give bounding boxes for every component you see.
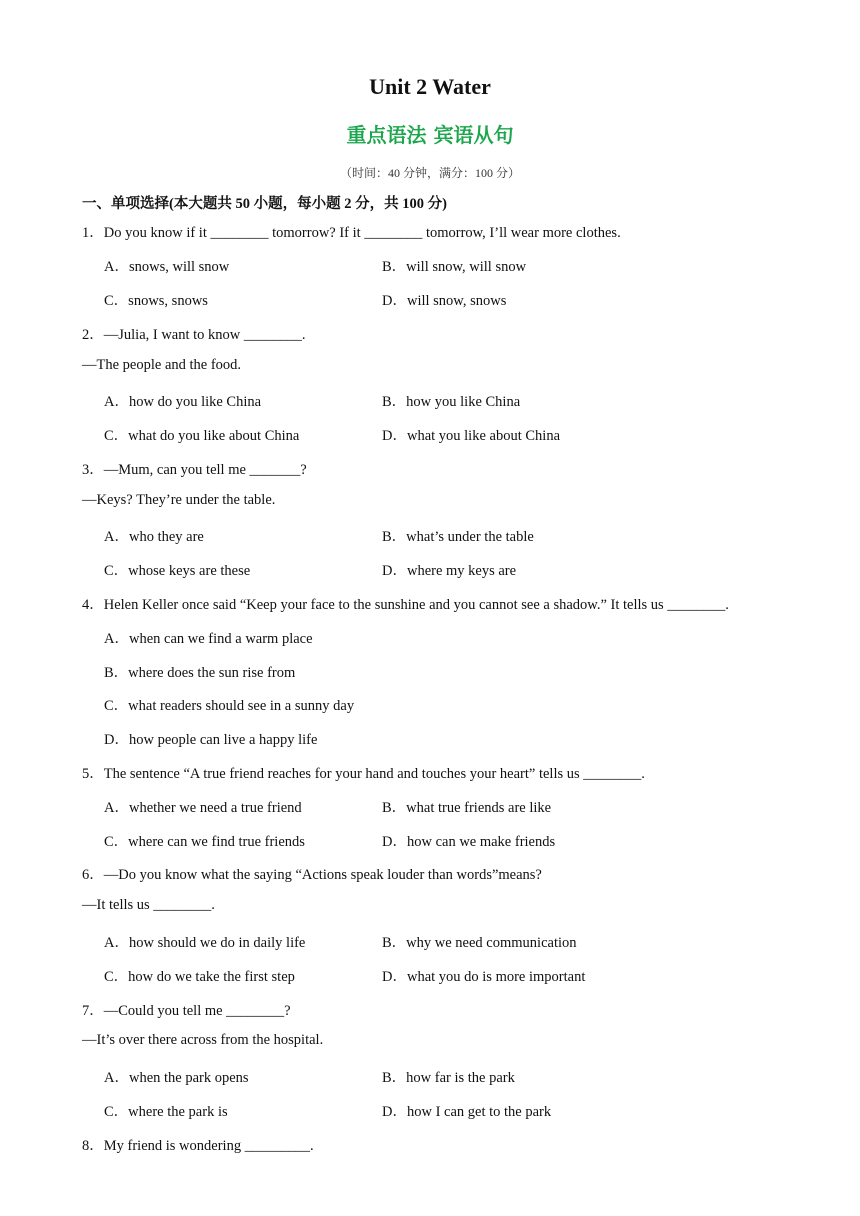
option-b: B．how far is the park [382, 1070, 515, 1086]
question-stem: 3．—Mum, can you tell me _______? [82, 462, 307, 478]
page-title: Unit 2 Water [369, 74, 491, 99]
question-reply: —It’s over there across from the hospital. [82, 1032, 324, 1048]
option-d: D．what you like about China [382, 428, 561, 444]
option-b: B．how you like China [382, 394, 521, 410]
question-stem: 5．The sentence “A true friend reaches for your hand and touches your heart” tells us ________. [82, 766, 645, 782]
option-d: D．how can we make friends [382, 834, 556, 850]
option-b: B．why we need communication [382, 935, 577, 951]
option-a: A．snows, will snow [104, 259, 230, 275]
question-reply: —Keys? They’re under the table. [82, 492, 276, 508]
option-a: A．how do you like China [104, 394, 262, 410]
question-stem: 7．—Could you tell me ________? [82, 1003, 291, 1019]
question-stem: 6．—Do you know what the saying “Actions speak louder than words”means? [82, 867, 542, 883]
option-b: B．will snow, will snow [382, 259, 527, 275]
option-a: A．how should we do in daily life [104, 935, 306, 951]
option-d: D．how people can live a happy life [104, 732, 318, 748]
question-stem: 1．Do you know if it ________ tomorrow? If it ________ tomorrow, I’ll wear more clothes. [82, 225, 621, 241]
option-c: C．snows, snows [104, 293, 208, 309]
option-d: D．how I can get to the park [382, 1104, 552, 1120]
question-reply: —It tells us ________. [82, 897, 215, 913]
option-c: C．where can we find true friends [104, 834, 305, 850]
option-c: C．where the park is [104, 1104, 228, 1120]
section-heading: 一、单项选择(本大题共 50 小题，每小题 2 分，共 100 分) [82, 196, 447, 212]
page-subtitle: 重点语法 宾语从句 [346, 123, 514, 147]
option-d: D．will snow, snows [382, 293, 507, 309]
option-c: C．whose keys are these [104, 563, 251, 579]
question-stem: 2．—Julia, I want to know ________. [82, 327, 306, 343]
option-c: C．what readers should see in a sunny day [104, 698, 355, 714]
option-c: C．what do you like about China [104, 428, 300, 444]
option-d: D．what you do is more important [382, 969, 586, 985]
option-b: B．where does the sun rise from [104, 665, 296, 681]
question-stem: 4．Helen Keller once said “Keep your face to the sunshine and you cannot see a shadow.” It tells us ________. [82, 597, 729, 613]
option-a: A．whether we need a true friend [104, 800, 302, 816]
option-b: B．what true friends are like [382, 800, 552, 816]
question-stem: 8．My friend is wondering _________. [82, 1138, 314, 1154]
time-info: （时间：40 分钟，满分：100 分） [339, 166, 520, 180]
option-c: C．how do we take the first step [104, 969, 295, 985]
option-d: D．where my keys are [382, 563, 517, 579]
question-reply: —The people and the food. [82, 357, 242, 373]
option-a: A．who they are [104, 529, 204, 545]
option-a: A．when the park opens [104, 1070, 249, 1086]
option-b: B．what’s under the table [382, 529, 534, 545]
option-a: A．when can we find a warm place [104, 631, 313, 647]
